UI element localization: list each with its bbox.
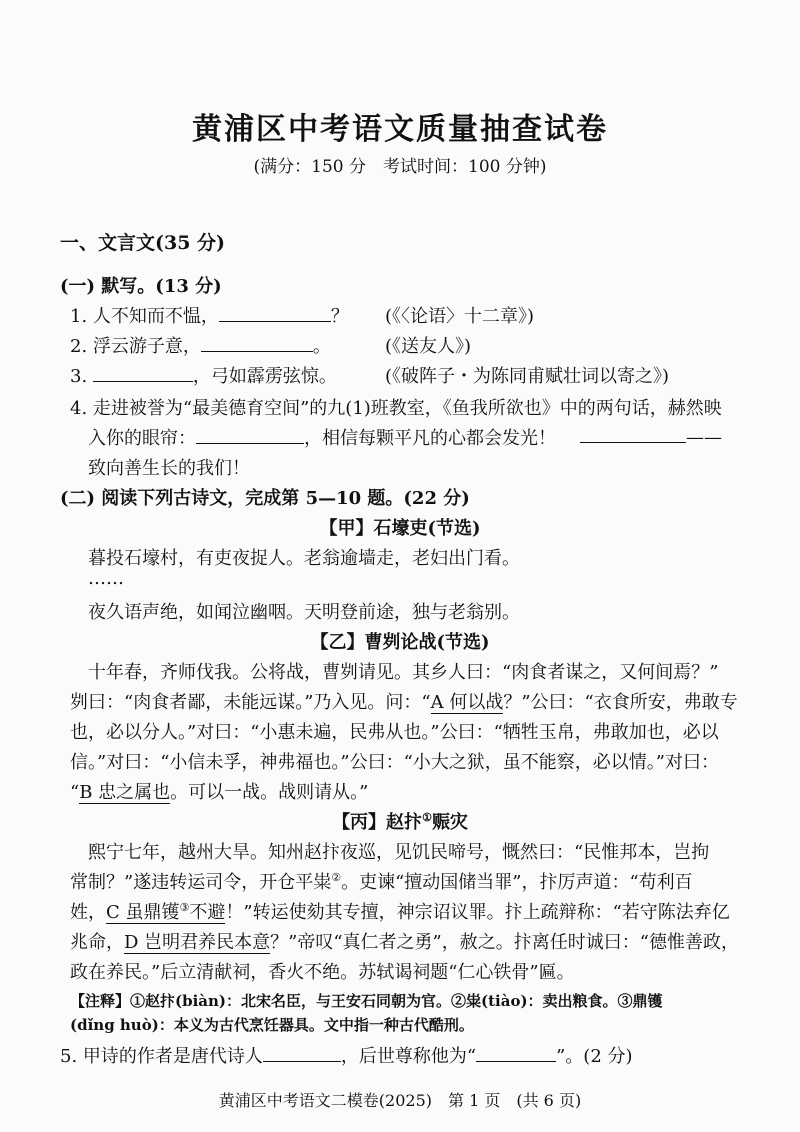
text-jia-line: 暮投石壕村，有吏夜捉人。老翁逾墙走，老妇出门看。 bbox=[88, 548, 520, 569]
q4-dash: —— bbox=[686, 427, 722, 448]
text-jia-title: 【甲】石壕吏(节选) bbox=[319, 518, 481, 539]
question-2 bbox=[70, 332, 331, 358]
underlined-phrase-a: A 何以战 bbox=[430, 692, 504, 713]
underlined-phrase-b: B 忠之属也 bbox=[79, 782, 171, 803]
answer-blank[interactable] bbox=[201, 333, 313, 352]
answer-blank[interactable] bbox=[93, 363, 193, 382]
question-5 bbox=[60, 1042, 633, 1068]
question-1 bbox=[70, 302, 349, 328]
underlined-phrase-d: D 岂明君养民本意 bbox=[124, 932, 271, 953]
question-4-line3: 致向善生长的我们！ bbox=[88, 458, 250, 479]
text-jia-line: 夜久语声绝，如闻泣幽咽。天明登前途，独与老翁别。 bbox=[88, 602, 520, 623]
bing-text: 。吏谏“擅动国储当罪”，抃厉声道：“苟利百 bbox=[341, 872, 693, 893]
yi-text: 。可以一战。战则请从。” bbox=[170, 782, 369, 803]
q3-source: (《破阵子・为陈同甫赋壮词以寄之》) bbox=[385, 366, 670, 387]
phrase-c-text: C 虽鼎镬 bbox=[106, 902, 180, 923]
q2-text: 2. 浮云游子意， bbox=[70, 336, 201, 357]
yi-text: 刿曰：“肉食者鄙，未能远谋。”乃入见。问：“ bbox=[70, 692, 431, 713]
section-heading: 一、文言文(35 分) bbox=[60, 232, 226, 254]
text-bing-line bbox=[70, 928, 739, 954]
yi-text: ？”公曰：“衣食所安，弗敢专 bbox=[503, 692, 738, 713]
q5-text-c: ”。(2 分) bbox=[556, 1046, 633, 1067]
q2-end: 。 bbox=[312, 336, 331, 357]
bing-text: 常制？”遂违转运司令，开仓平粜 bbox=[70, 872, 332, 893]
q3-text: ，弓如霹雳弦惊。 bbox=[192, 366, 337, 387]
q1-end: ？ bbox=[330, 306, 349, 327]
answer-blank[interactable] bbox=[196, 425, 304, 444]
underlined-phrase-c bbox=[106, 902, 225, 924]
footnotes-line: (dǐng huò)：本义为古代烹饪器具。文中指一种古代酷刑。 bbox=[70, 1016, 474, 1034]
page-footer: 黄浦区中考语文二模卷(2025) 第 1 页 (共 6 页) bbox=[218, 1091, 582, 1110]
text-jia-ellipsis: …… bbox=[88, 568, 124, 589]
q1-text: 1. 人不知而不愠， bbox=[70, 306, 219, 327]
question-3 bbox=[70, 362, 337, 388]
text-bing-line bbox=[70, 868, 693, 894]
q1-source: (《〈论语〉十二章》) bbox=[385, 306, 535, 327]
q4-text-a: 入你的眼帘： bbox=[88, 428, 196, 449]
bing-title-text: 赈灾 bbox=[431, 812, 468, 833]
footnote-mark: ② bbox=[331, 871, 342, 884]
q5-text-b: ，后世尊称他为“ bbox=[340, 1046, 477, 1067]
bing-text: ？”帝叹“真仁者之勇”，赦之。抃离任时诚曰：“德惟善政， bbox=[270, 932, 739, 953]
footnotes-line: 【注释】①赵抃(biàn)：北宋名臣，与王安石同朝为官。②粜(tiào)：卖出粮食。③鼎镬 bbox=[70, 992, 663, 1010]
text-bing-line bbox=[70, 898, 730, 924]
bing-text: 姓， bbox=[70, 902, 106, 923]
q2-source: (《送友人》) bbox=[385, 336, 472, 357]
answer-blank[interactable] bbox=[219, 303, 331, 322]
text-bing-line: 政在养民。”后立清献祠，香火不绝。苏轼谒祠题“仁心铁骨”匾。 bbox=[70, 962, 575, 983]
footnote-mark: ① bbox=[422, 811, 432, 824]
bing-text: ！”转运使劾其专擅，神宗诏议罪。抃上疏辩称：“若守陈法弃亿 bbox=[225, 902, 730, 923]
phrase-c-text: 不避 bbox=[189, 902, 226, 923]
bing-title-text: 【丙】赵抃 bbox=[332, 812, 423, 833]
text-yi-line: 信。”对曰：“小信未孚，神弗福也。”公曰：“小大之狱，虽不能察，必以情。”对曰： bbox=[70, 752, 720, 773]
exam-info: (满分：150 分 考试时间：100 分钟) bbox=[253, 157, 547, 177]
answer-blank[interactable] bbox=[263, 1043, 341, 1062]
question-4-line1: 4. 走进被誉为“最美德育空间”的九(1)班教室，《鱼我所欲也》中的两句话，赫然映 bbox=[70, 398, 722, 419]
text-bing-line: 熙宁七年，越州大旱。知州赵抃夜巡，见饥民啼号，慨然曰：“民惟邦本，岂拘 bbox=[88, 842, 710, 863]
text-yi-line bbox=[70, 688, 738, 714]
text-yi-title: 【乙】曹刿论战(节选) bbox=[310, 632, 490, 653]
page-title: 黄浦区中考语文质量抽查试卷 bbox=[192, 112, 608, 147]
question-4-line2 bbox=[88, 424, 556, 450]
answer-blank[interactable] bbox=[580, 424, 686, 443]
part2-heading: (二) 阅读下列古诗文，完成第 5—10 题。(22 分) bbox=[60, 488, 470, 509]
answer-blank[interactable] bbox=[476, 1043, 556, 1062]
text-yi-line: 十年春，齐师伐我。公将战，曹刿请见。其乡人曰：“肉食者谋之，又何间焉？” bbox=[88, 662, 719, 683]
q5-text-a: 5. 甲诗的作者是唐代诗人 bbox=[60, 1046, 263, 1067]
yi-text: “ bbox=[70, 782, 80, 803]
q4-blank-2 bbox=[580, 424, 722, 448]
bing-text: 兆命， bbox=[70, 932, 124, 953]
text-bing-title bbox=[0, 808, 800, 834]
part1-heading: (一) 默写。(13 分) bbox=[60, 276, 222, 297]
q4-text-b: ，相信每颗平凡的心都会发光！ bbox=[304, 428, 556, 449]
q3-num: 3. bbox=[70, 366, 88, 387]
footnote-mark: ③ bbox=[179, 901, 190, 914]
text-yi-line: 也，必以分人。”对曰：“小惠未遍，民弗从也。”公曰：“牺牲玉帛，弗敢加也，必以 bbox=[70, 722, 719, 743]
text-yi-line bbox=[70, 778, 368, 804]
